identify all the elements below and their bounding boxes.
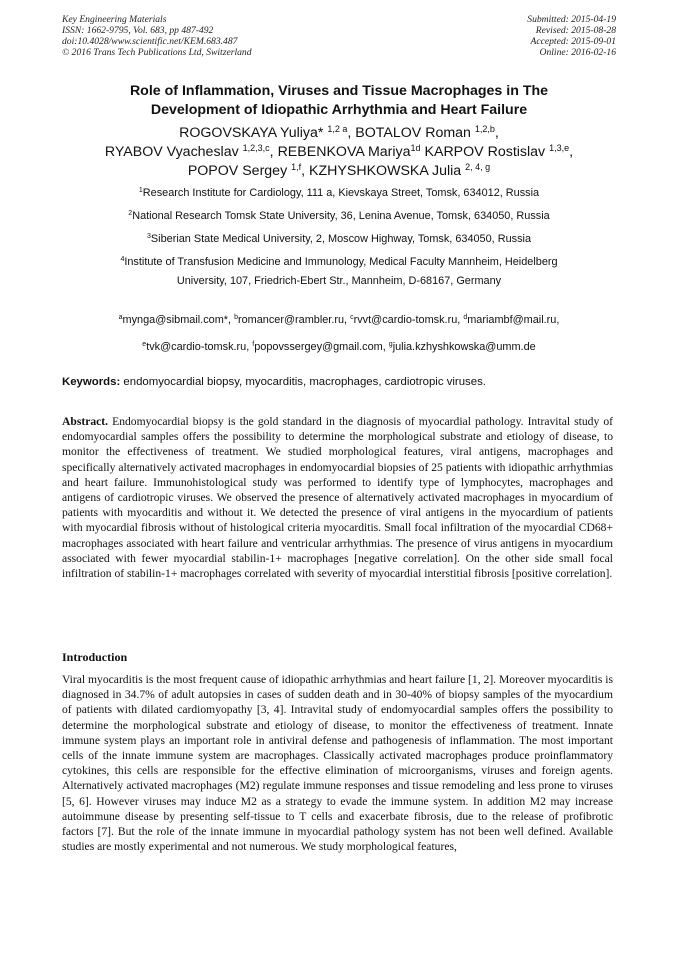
keywords-text: endomyocardial biopsy, myocarditis, macrophages, cardiotropic viruses.: [120, 376, 486, 388]
journal-issn: ISSN: 1662-9795, Vol. 683, pp 487-492: [62, 25, 214, 36]
affiliation: [40, 207, 638, 226]
author-name: REBENKOVA Mariya: [277, 144, 411, 160]
paper-title: [40, 82, 638, 120]
author-affil-sup: 1,2,3,c: [242, 143, 270, 153]
author-affil-sup: 1,2 a: [327, 124, 348, 134]
journal-copyright: © 2016 Trans Tech Publications Ltd, Switzerland: [62, 47, 252, 58]
email-address: romancer@rambler.ru,: [237, 314, 351, 326]
author-line: [40, 162, 638, 181]
author-separator: ,: [301, 163, 310, 179]
author-line: [40, 124, 638, 143]
journal-info: [62, 14, 252, 58]
date-accepted: Accepted: 2015-09-01: [530, 36, 616, 47]
affiliation: [40, 184, 638, 203]
date-revised: Revised: 2015-08-28: [535, 25, 616, 36]
email-address: rvvt@cardio-tomsk.ru,: [353, 314, 464, 326]
title-line: Development of Idiopathic Arrhythmia and Heart Failure: [150, 102, 528, 118]
email-address: mariambf@mail.ru,: [467, 314, 560, 326]
title-line: Role of Inflammation, Viruses and Tissue Macrophages in The: [129, 83, 549, 99]
author-name: KARPOV Rostislav: [424, 144, 546, 160]
abstract-label: Abstract.: [62, 415, 109, 428]
journal-doi: doi:10.4028/www.scientific.net/KEM.683.487: [62, 36, 238, 47]
date-submitted: Submitted: 2015-04-19: [527, 14, 616, 25]
author-list: [40, 124, 638, 181]
email-line: [40, 307, 638, 334]
email-sup: f: [252, 341, 255, 348]
author-name: ROGOVSKAYA Yuliya*: [179, 125, 324, 141]
affiliation: [40, 253, 638, 291]
email-sup: e: [142, 341, 147, 348]
email-line: [40, 334, 638, 361]
email-sup: g: [388, 341, 393, 348]
email-address: tvk@cardio-tomsk.ru,: [146, 341, 253, 353]
abstract: [62, 414, 613, 581]
affiliation-text: Siberian State Medical University, 2, Moscow Highway, Tomsk, 634050, Russia: [150, 233, 532, 245]
email-sup: c: [350, 314, 354, 321]
author-affil-sup: 1,f: [291, 162, 302, 172]
affiliation-number: 2: [128, 210, 133, 217]
keywords-label: Keywords:: [62, 376, 121, 388]
author-name: POPOV Sergey: [187, 163, 288, 179]
author-separator: ,: [494, 125, 499, 141]
author-name: RYABOV Vyacheslav: [104, 144, 239, 160]
email-sup: a: [118, 314, 123, 321]
email-address: popovssergey@gmail.com,: [254, 341, 389, 353]
section-heading: Introduction: [62, 650, 128, 664]
affiliation: [40, 230, 638, 249]
affiliations: [40, 184, 638, 295]
affiliation-text: University, 107, Friedrich-Ebert Str., Mannheim, D-68167, Germany: [176, 275, 502, 287]
author-affil-sup: 1d: [410, 143, 421, 153]
email-list: [40, 307, 638, 361]
email-address: mynga@sibmail.com*,: [122, 314, 235, 326]
email-sup: d: [463, 314, 468, 321]
author-name: KZHYSHKOWSKA Julia: [309, 163, 462, 179]
abstract-text: Endomyocardial biopsy is the gold standard in the diagnosis of myocardial pathology. Intravital study of endomyocardial samples offers the possibility to determine the morphological substrate and etiology of disease, to monitor the effectiveness of treatment. We studied morphological features, viral antigens, macrophages and specifically alternatively activated macrophages in endomyocardial biopsies of 25 patients with idiopathic arrhythmias and heart failure. Immunohistological study was performed to identify type of lymphocytes, macrophages and antigens of cardiotropic viruses. We observed the presence of alternatively activated macrophages in myocardium of patients with myocarditis and without it. We detected the presence of viral antigens in the myocardium of patients with myocardial fibrosis without of histological criteria myocarditis. Small focal infiltration of the myocardial CD68+ macrophages associated with heart failure and ventricular arrhythmias. The presence of virus antigens in myocardium associated with fewer myocardial stabilin-1+ macrophages [negative correlation]. On the other side small focal infiltration of stabilin-1+ macrophages correlated with severity of myocardial interstitial fibrosis [positive correlation].: [62, 415, 613, 581]
affiliation-number: 4: [120, 256, 125, 263]
author-affil-sup: 2, 4, g: [465, 162, 491, 172]
keywords: [62, 376, 486, 388]
journal-name: Key Engineering Materials: [62, 14, 167, 25]
introduction-text: Viral myocarditis is the most frequent cause of idiopathic arrhythmias and heart failure [1, 2]. Moreover myocarditis is diagnosed in 34.7% of adult autopsies in cases of sudden death and in 30-40% of biopsy samples of the myocardium of patients with dilated cardiomyopathy [3, 4]. Intravital study of endomyocardial samples offers the possibility to determine the morphological substrate and etiology of disease, to monitor the effectiveness of treatment. Innate immune system plays an important role in antiviral defense and pathogenesis of inflammation. The most important cells of the innate immune system are macrophages. Classically activated macrophages produce proinflammatory cytokines, this cells are responsible for the effective elimination of microorganisms, viruses and foreign agents. Alternatively activated macrophages (M2) regulate immune responses and tissue remodeling and less prone to viruses [5, 6]. However viruses may induce M2 as a strategy to evade the immune system. In addition M2 may increase autoimmune disease by presenting self-tissue to T cells and exacerbate fibrosis, due to the release of profibrotic factors [7]. But the role of the innate immune in myocardial pathology system has not been well defined. Available studies are mostly experimental and not numerous. We study morphological features,: [62, 673, 613, 854]
author-separator: ,: [569, 144, 574, 160]
date-online: Online: 2016-02-16: [539, 47, 616, 58]
affiliation-text: Institute of Transfusion Medicine and Immunology, Medical Faculty Mannheim, Heidelberg: [124, 256, 558, 268]
affiliation-number: 1: [138, 187, 143, 194]
author-affil-sup: 1,3,e: [549, 143, 570, 153]
author-name: BOTALOV Roman: [355, 125, 471, 141]
author-line: [40, 143, 638, 162]
email-address: julia.kzhyshkowska@umm.de: [392, 341, 536, 353]
affiliation-text: National Research Tomsk State University, 36, Lenina Avenue, Tomsk, 634050, Russia: [132, 210, 550, 222]
author-separator: ,: [347, 125, 356, 141]
author-separator: ,: [269, 144, 278, 160]
affiliation-number: 3: [146, 233, 151, 240]
affiliation-text: Research Institute for Cardiology, 111 a, Kievskaya Street, Tomsk, 634012, Russia: [142, 187, 540, 199]
author-affil-sup: 1,2,b: [474, 124, 495, 134]
submission-dates: [527, 14, 616, 58]
email-sup: b: [234, 314, 238, 321]
